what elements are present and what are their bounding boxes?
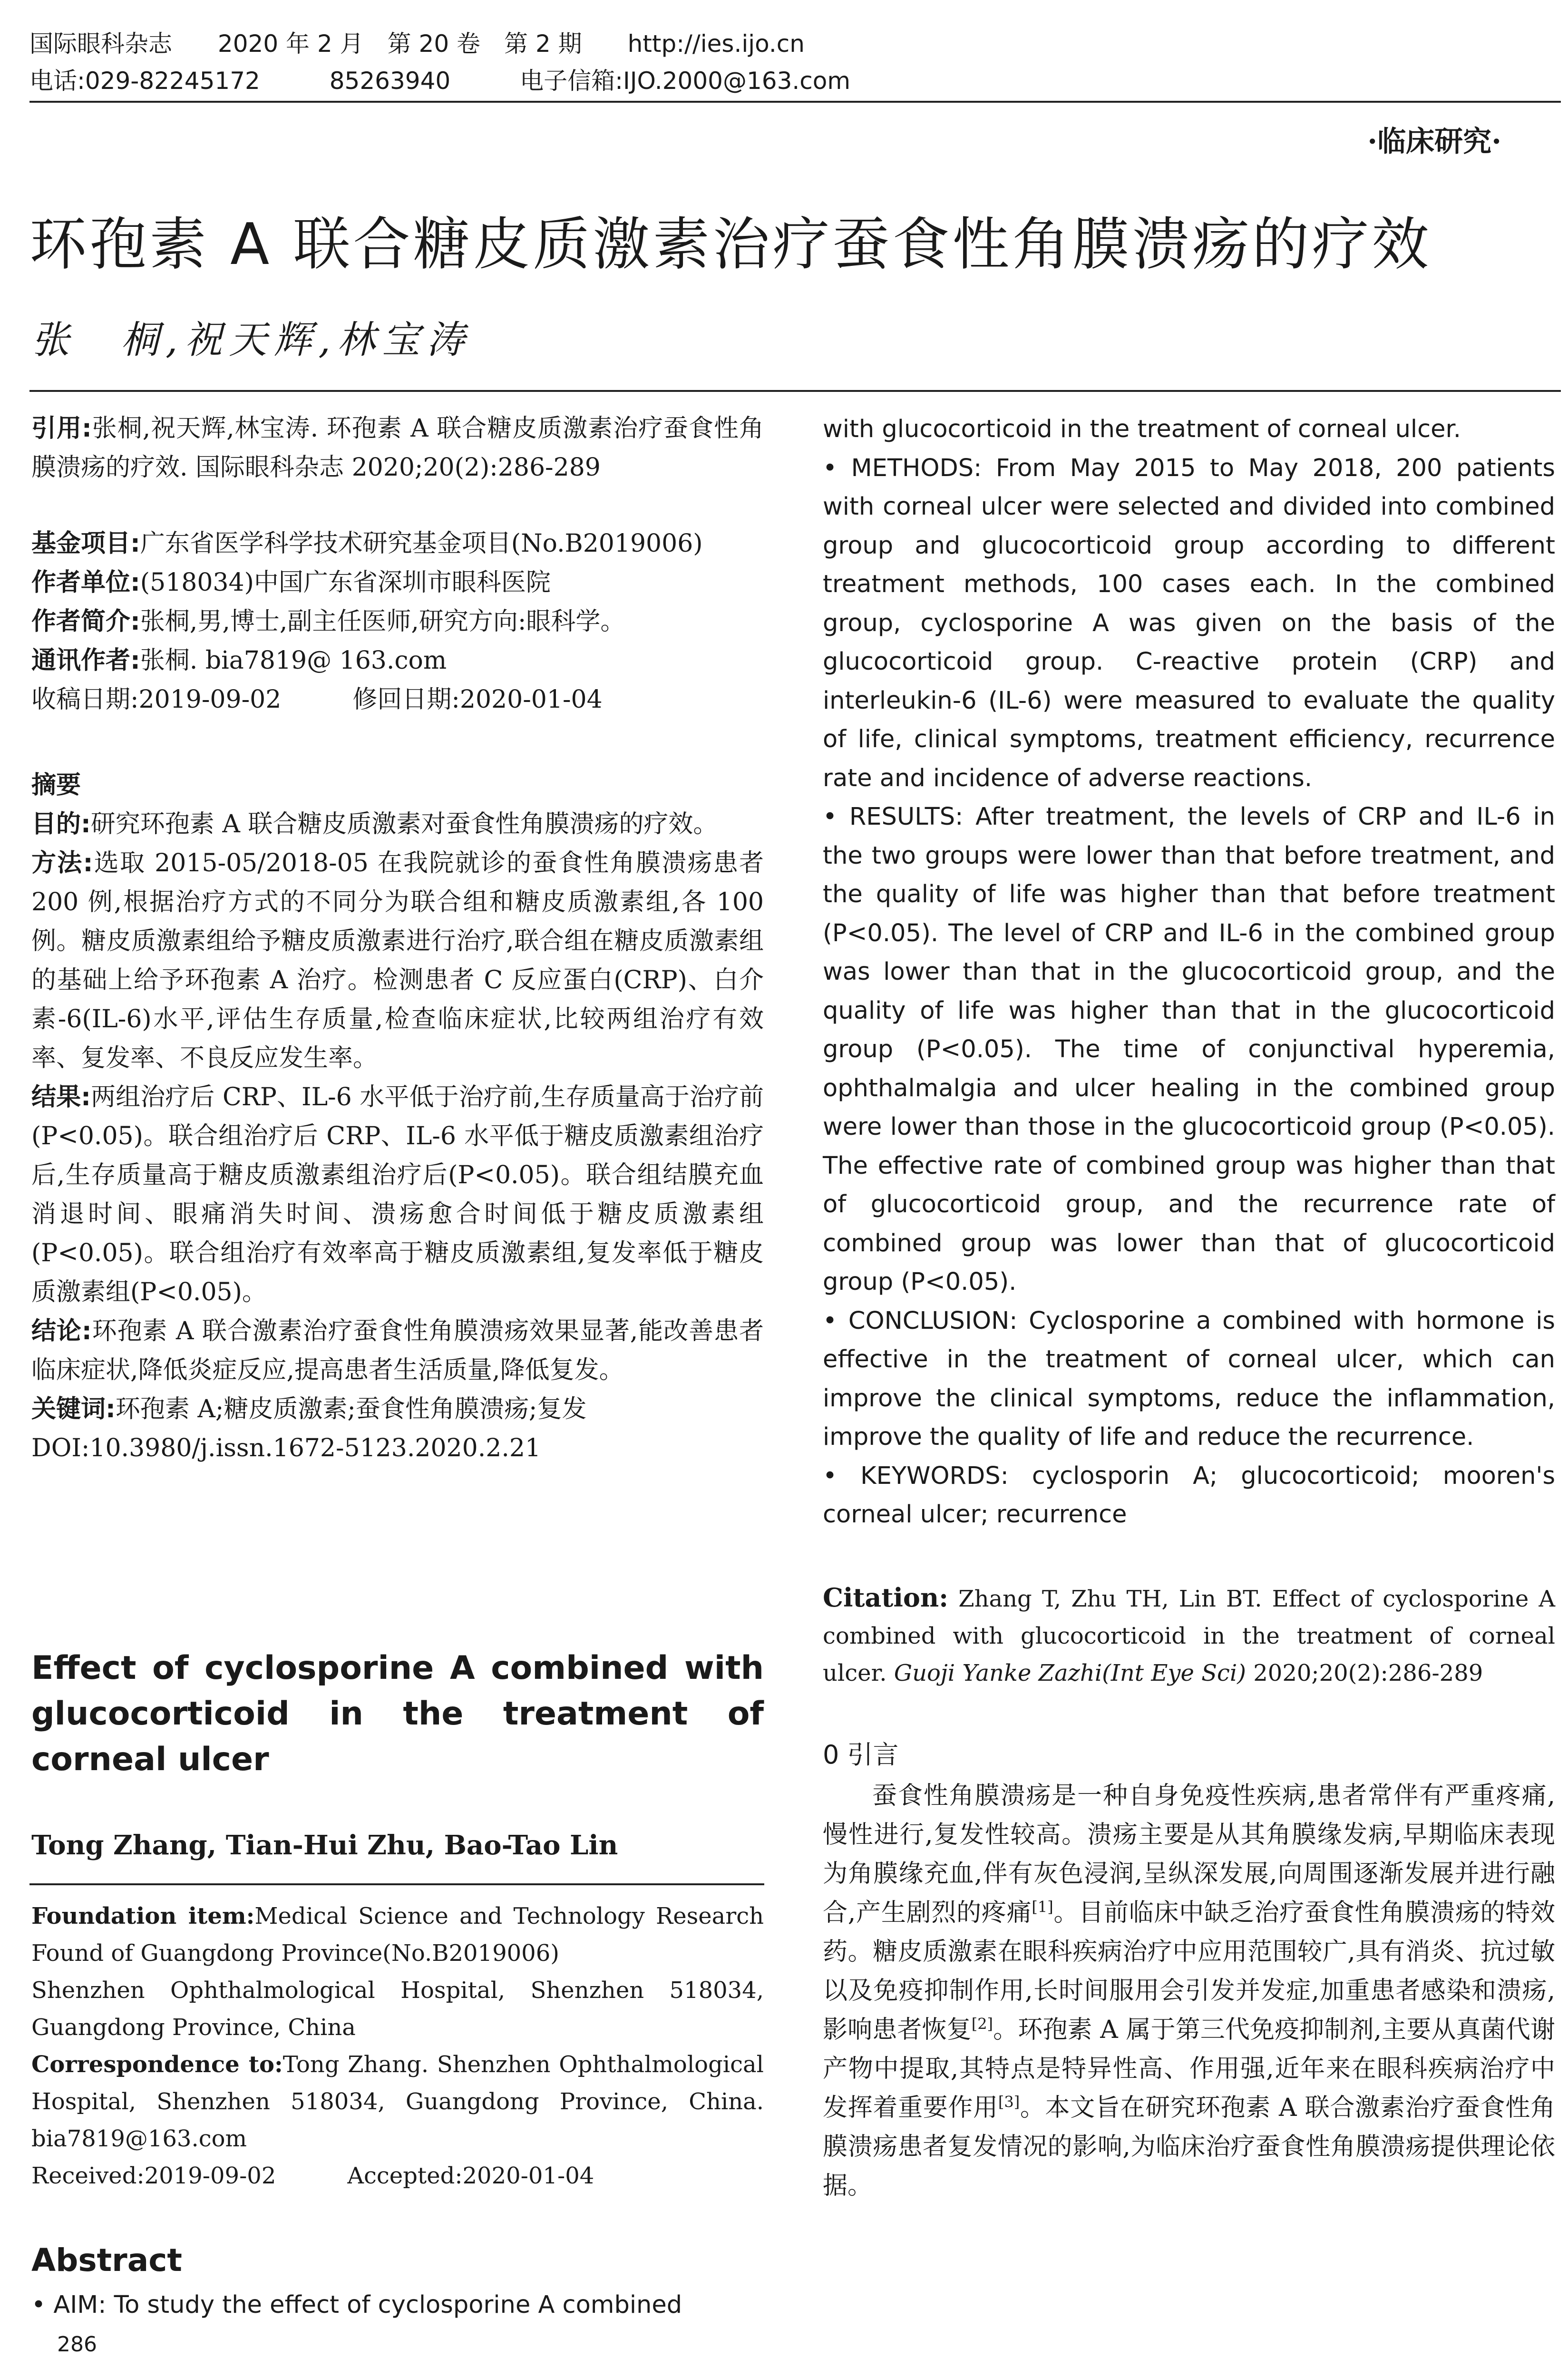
citation-cn — [31, 409, 764, 487]
citation-cn-label: 引用: — [31, 414, 92, 443]
revised-cn: 修回日期:2020-01-04 — [352, 685, 603, 714]
conclusion-text: 环孢素 A 联合激素治疗蚕食性角膜溃疡效果显著,能改善患者临床症状,降低炎症反应,提高患者生活质量,降低复发。 — [31, 1317, 764, 1384]
correspondence-text: Tong Zhang. Shenzhen Ophthalmological Hospital, Shenzhen 518034, Guangdong Province, China. bia7819@163.com — [31, 2051, 764, 2152]
methods-text: 选取 2015-05/2018-05 在我院就诊的蚕食性角膜溃疡患者 200 例,根据治疗方式的不同分为联合组和糖皮质激素组,各 100 例。糖皮质激素组给予糖皮质激素进行治疗,联合组在糖皮质激素组的基础上给予环孢素 A 治疗。检测患者 C 反应蛋白(CRP)、白介素-6(IL-6)水平,评估生存质量,检查临床症状,比较两组治疗有效率、复发率、不良反应发生率。 — [31, 849, 764, 1072]
page-number: 286 — [57, 2332, 97, 2357]
english-meta — [31, 1898, 764, 2194]
header-rule — [29, 101, 1561, 103]
abstract-cn-conclusion — [31, 1312, 764, 1390]
aim-en-text-1: To study the effect of cyclosporine A combined — [114, 2291, 682, 2319]
meta-text: 张桐. bia7819@ 163.com — [140, 646, 447, 675]
abstract-en-heading: Abstract — [31, 2242, 182, 2279]
abstract-en-methods — [823, 449, 1555, 798]
conclusion-en-text: Cyclosporine a combined with hormone is effective in the treatment of corneal ulcer, which can improve the clinical symptoms, reduce the inflammation, improve the quality of life and reduce the recurrence. — [823, 1306, 1555, 1451]
methods-en-label: METHODS: — [851, 454, 982, 482]
intro-text-4: 。本文旨在研究环孢素 A 联合激素治疗蚕食性角膜溃疡患者复发情况的影响,为临床治疗蚕食性角膜溃疡提供理论依据。 — [823, 2094, 1555, 2200]
foundation-label: Foundation item: — [31, 1903, 255, 1929]
abstract-en-results — [823, 798, 1555, 1302]
ref-1[interactable]: [1] — [1032, 1898, 1053, 1916]
citation-cn-text: 张桐,祝天辉,林宝涛. 环孢素 A 联合糖皮质激素治疗蚕食性角膜溃疡的疗效. 国际眼科杂志 2020;20(2):286-289 — [31, 414, 764, 482]
received-en: Received:2019-09-02 — [31, 2163, 276, 2189]
journal-issue: 2020 年 2 月 第 20 卷 第 2 期 — [217, 30, 582, 58]
methods-label: 方法: — [31, 849, 93, 877]
left-column-cn — [31, 409, 764, 1468]
meta-funding — [31, 524, 764, 563]
intro-heading: 0 引言 — [823, 1740, 899, 1770]
foundation-text: Medical Science and Technology Research Found of Guangdong Province(No.B2019006) — [31, 1903, 764, 1967]
abstract-cn-methods — [31, 844, 764, 1078]
citation-en-journal: Guoji Yanke Zazhi(Int Eye Sci) — [894, 1660, 1246, 1686]
meta-label: 通讯作者: — [31, 646, 140, 675]
correspondence-label: Correspondence to: — [31, 2051, 283, 2078]
section-tag: ·临床研究· — [1367, 125, 1501, 158]
journal-phone-2: 85263940 — [329, 67, 451, 95]
abstract-cn-results — [31, 1078, 764, 1312]
bullet: • — [823, 803, 838, 831]
meta-biography — [31, 602, 764, 641]
title-rule — [29, 390, 1561, 392]
conclusion-en-label: CONCLUSION: — [848, 1306, 1018, 1335]
journal-phone: 电话:029-82245172 — [29, 67, 260, 95]
meta-affiliation — [31, 563, 764, 602]
keywords-en-label: KEYWORDS: — [860, 1461, 1009, 1490]
aim-label: 目的: — [31, 810, 91, 838]
abstract-en-keywords — [823, 1457, 1555, 1534]
meta-label: 作者简介: — [31, 607, 140, 636]
journal-header — [29, 27, 805, 61]
meta-text: (518034)中国广东省深圳市眼科医院 — [140, 568, 551, 597]
bullet: • — [31, 2291, 46, 2319]
citation-en — [823, 1579, 1555, 1692]
authors-cn: 张 桐,祝天辉,林宝涛 — [31, 318, 471, 362]
intro-text-1: 蚕食性角膜溃疡是一种自身免疫性疾病,患者常伴有严重疼痛,慢性进行,复发性较高。溃疡主要是从其角膜缘发病,早期临床表现为角膜缘充血,伴有灰色浸润,呈纵深发展,向周围逐渐发展并进行融合,产生剧烈的疼痛 — [823, 1782, 1555, 1927]
ref-2[interactable]: [2] — [971, 2015, 993, 2033]
bullet: • — [823, 1461, 838, 1490]
journal-contact — [29, 64, 850, 98]
meta-text: 广东省医学科学技术研究基金项目(No.B2019006) — [140, 529, 703, 558]
page-title: 环孢素 A 联合糖皮质激素治疗蚕食性角膜溃疡的疗效 — [29, 212, 1432, 278]
abstract-cn-keywords — [31, 1390, 764, 1429]
english-title: Effect of cyclosporine A combined with glucocorticoid in the treatment of corneal ulcer — [31, 1649, 764, 1778]
aim-en-text-2: with glucocorticoid in the treatment of corneal ulcer. — [823, 415, 1461, 443]
citation-en-text: Zhang T, Zhu TH, Lin BT. Effect of cyclosporine A combined with glucocorticoid in the treatment of corneal ulcer. — [823, 1586, 1556, 1686]
foundation-item — [31, 1898, 764, 1972]
abstract-cn-heading: 摘要 — [31, 771, 81, 799]
keywords-text: 环孢素 A;糖皮质激素;蚕食性角膜溃疡;复发 — [115, 1395, 587, 1423]
abstract-cn-aim — [31, 805, 764, 844]
bullet: • — [823, 454, 838, 482]
meta-text: 张桐,男,博士,副主任医师,研究方向:眼科学。 — [140, 607, 625, 636]
journal-url[interactable]: http://ies.ijo.cn — [627, 30, 805, 58]
affiliation-en: Shenzhen Ophthalmological Hospital, Shenzhen 518034, Guangdong Province, China — [31, 1977, 764, 2041]
citation-en-tail: 2020;20(2):286-289 — [1253, 1660, 1483, 1686]
authors-rule — [29, 1883, 764, 1885]
intro-text-2: 。目前临床中缺乏治疗蚕食性角膜溃疡的特效药。糖皮质激素在眼科疾病治疗中应用范围较广,具有消炎、抗过敏以及免疫抑制作用,长时间服用会引发并发症,加重患者感染和溃疡,影响患者恢复 — [823, 1899, 1555, 2044]
conclusion-label: 结论: — [31, 1317, 92, 1345]
keywords-label: 关键词: — [31, 1395, 116, 1423]
citation-en-label: Citation: — [823, 1582, 949, 1613]
accepted-en: Accepted:2020-01-04 — [347, 2163, 594, 2189]
right-column-en-abstract — [823, 410, 1555, 1534]
journal-name: 国际眼科杂志 — [29, 30, 172, 58]
aim-en-label: AIM: — [53, 2291, 107, 2319]
bullet: • — [823, 1306, 838, 1335]
methods-en-text: From May 2015 to May 2018, 200 patients with corneal ulcer were selected and divided into combined group and glucocorticoid group according to different treatment methods, 100 cases each. In the combined group, cyclosporine A was given on the basis of the glucocorticoid group. C-reactive protein (CRP) and interleukin-6 (IL-6) were measured to evaluate the quality of life, clinical symptoms, treatment efficiency, recurrence rate and incidence of adverse reactions. — [823, 454, 1555, 792]
results-en-text: After treatment, the levels of CRP and IL-6 in the two groups were lower than that before treatment, and the quality of life was higher than that before treatment (P<0.05). The level of CRP and IL-6 in the combined group was lower than that in the glucocorticoid group, and the quality of life was higher than that in the glucocorticoid group (P<0.05). The time of conjunctival hyperemia, ophthalmalgia and ulcer healing in the combined group were lower than those in the glucocorticoid group (P<0.05). The effective rate of combined group was higher than that of glucocorticoid group, and the recurrence rate of combined group was lower than that of glucocorticoid group (P<0.05). — [823, 803, 1556, 1296]
meta-label: 基金项目: — [31, 529, 140, 558]
abstract-en-conclusion — [823, 1302, 1555, 1457]
aim-text: 研究环孢素 A 联合糖皮质激素对蚕食性角膜溃疡的疗效。 — [90, 810, 718, 838]
correspondence-en — [31, 2046, 764, 2157]
received-cn: 收稿日期:2019-09-02 — [31, 685, 282, 714]
ref-3[interactable]: [3] — [998, 2093, 1020, 2111]
results-text: 两组治疗后 CRP、IL-6 水平低于治疗前,生存质量高于治疗前(P<0.05)。联合组治疗后 CRP、IL-6 水平低于糖皮质激素组治疗后,生存质量高于糖皮质激素组治疗后(P<0.05)。联合组结膜充血消退时间、眼痛消失时间、溃疡愈合时间低于糖皮质激素组(P<0.05)。联合组治疗有效率高于糖皮质激素组,复发率低于糖皮质激素组(P<0.05)。 — [31, 1083, 764, 1306]
meta-label: 作者单位: — [31, 568, 140, 597]
intro-paragraph — [823, 1776, 1555, 2205]
english-authors: Tong Zhang, Tian-Hui Zhu, Bao-Tao Lin — [31, 1830, 618, 1861]
results-label: 结果: — [31, 1083, 91, 1111]
dates-cn — [31, 680, 764, 719]
journal-email[interactable]: 电子信箱:IJO.2000@163.com — [520, 67, 851, 95]
intro-body — [823, 1776, 1555, 2205]
intro-text-3: 。环孢素 A 属于第三代免疫抑制剂,主要从真菌代谢产物中提取,其特点是特异性高、作用强,近年来在眼科疾病治疗中发挥着重要作用 — [823, 2016, 1555, 2122]
keywords-en-text: cyclosporin A; glucocorticoid; mooren's corneal ulcer; recurrence — [823, 1461, 1556, 1529]
abstract-en-aim-start — [31, 2286, 764, 2325]
dates-en — [31, 2157, 764, 2194]
meta-correspondence — [31, 641, 764, 680]
doi[interactable]: DOI:10.3980/j.issn.1672-5123.2020.2.21 — [31, 1434, 541, 1462]
results-en-label: RESULTS: — [849, 803, 964, 831]
